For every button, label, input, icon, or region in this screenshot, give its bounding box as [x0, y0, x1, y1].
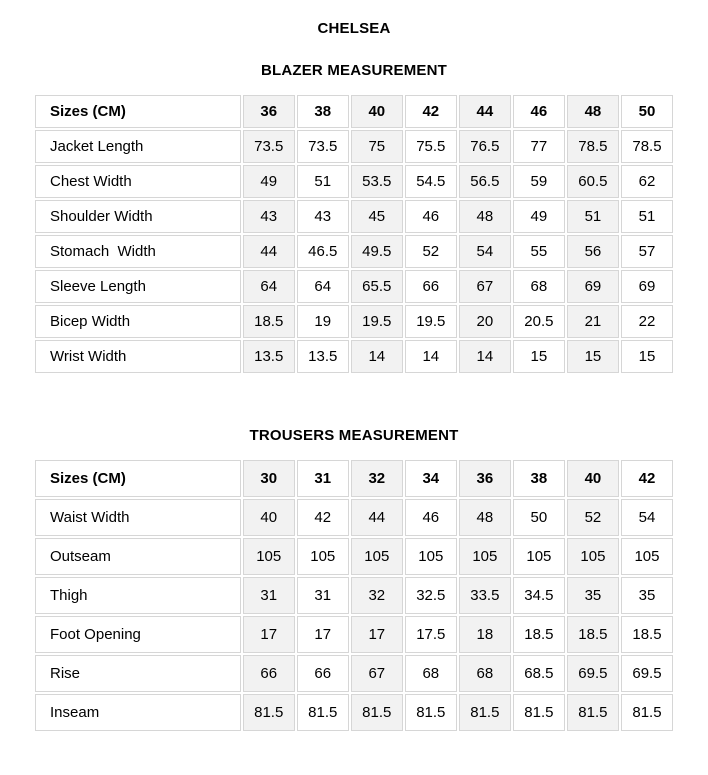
measurement-value-cell: 105 [297, 538, 349, 575]
blazer-measurement-section [33, 62, 675, 375]
measurement-value-cell: 69 [567, 270, 619, 303]
measurement-row [35, 305, 673, 338]
measurement-value-cell: 40 [243, 499, 295, 536]
measurement-row [35, 340, 673, 373]
size-column-header: 42 [405, 95, 457, 128]
measurement-row [35, 694, 673, 731]
measurement-row-label: Stomach Width [35, 235, 241, 268]
measurement-value-cell: 105 [621, 538, 673, 575]
measurement-value-cell: 33.5 [459, 577, 511, 614]
measurement-value-cell: 51 [621, 200, 673, 233]
measurement-value-cell: 81.5 [351, 694, 403, 731]
measurement-value-cell: 73.5 [243, 130, 295, 163]
measurement-row-label: Foot Opening [35, 616, 241, 653]
measurement-value-cell: 35 [567, 577, 619, 614]
measurement-value-cell: 18.5 [621, 616, 673, 653]
measurement-value-cell: 81.5 [621, 694, 673, 731]
measurement-value-cell: 46 [405, 499, 457, 536]
measurement-value-cell: 43 [243, 200, 295, 233]
measurement-value-cell: 54.5 [405, 165, 457, 198]
measurement-value-cell: 81.5 [459, 694, 511, 731]
size-column-header: 38 [297, 95, 349, 128]
measurement-value-cell: 67 [351, 655, 403, 692]
measurement-value-cell: 60.5 [567, 165, 619, 198]
blazer-section-title: BLAZER MEASUREMENT [260, 62, 448, 79]
measurement-value-cell: 78.5 [567, 130, 619, 163]
size-column-header: 42 [621, 460, 673, 497]
trousers-section-title: TROUSERS MEASUREMENT [249, 427, 459, 444]
blazer-measurement-table [33, 93, 675, 375]
measurement-value-cell: 81.5 [243, 694, 295, 731]
size-column-header: 36 [243, 95, 295, 128]
measurement-value-cell: 105 [567, 538, 619, 575]
measurement-value-cell: 73.5 [297, 130, 349, 163]
measurement-value-cell: 43 [297, 200, 349, 233]
size-column-header: 36 [459, 460, 511, 497]
measurement-row-label: Bicep Width [35, 305, 241, 338]
measurement-value-cell: 19 [297, 305, 349, 338]
measurement-value-cell: 49 [243, 165, 295, 198]
measurement-value-cell: 52 [405, 235, 457, 268]
size-column-header: 44 [459, 95, 511, 128]
measurement-value-cell: 42 [297, 499, 349, 536]
measurement-row-label: Inseam [35, 694, 241, 731]
measurement-row-label: Rise [35, 655, 241, 692]
measurement-value-cell: 76.5 [459, 130, 511, 163]
measurement-value-cell: 68 [459, 655, 511, 692]
measurement-value-cell: 66 [405, 270, 457, 303]
measurement-value-cell: 81.5 [297, 694, 349, 731]
measurement-value-cell: 17 [351, 616, 403, 653]
measurement-value-cell: 68 [405, 655, 457, 692]
measurement-value-cell: 54 [621, 499, 673, 536]
measurement-row [35, 130, 673, 163]
measurement-value-cell: 105 [513, 538, 565, 575]
measurement-value-cell: 105 [351, 538, 403, 575]
measurement-value-cell: 51 [297, 165, 349, 198]
measurement-value-cell: 19.5 [405, 305, 457, 338]
measurement-value-cell: 56 [567, 235, 619, 268]
measurement-value-cell: 48 [459, 200, 511, 233]
measurement-row-label: Sleeve Length [35, 270, 241, 303]
measurement-value-cell: 15 [567, 340, 619, 373]
size-column-header: 31 [297, 460, 349, 497]
measurement-value-cell: 48 [459, 499, 511, 536]
measurement-value-cell: 17.5 [405, 616, 457, 653]
measurement-value-cell: 54 [459, 235, 511, 268]
measurement-row [35, 165, 673, 198]
measurement-value-cell: 31 [243, 577, 295, 614]
measurement-value-cell: 55 [513, 235, 565, 268]
measurement-value-cell: 56.5 [459, 165, 511, 198]
measurement-value-cell: 64 [243, 270, 295, 303]
size-header-row [35, 460, 673, 497]
measurement-value-cell: 68 [513, 270, 565, 303]
size-column-header: 40 [351, 95, 403, 128]
measurement-value-cell: 20.5 [513, 305, 565, 338]
measurement-row-label: Jacket Length [35, 130, 241, 163]
measurement-value-cell: 69.5 [567, 655, 619, 692]
measurement-value-cell: 34.5 [513, 577, 565, 614]
measurement-value-cell: 81.5 [405, 694, 457, 731]
measurement-row-label: Outseam [35, 538, 241, 575]
measurement-value-cell: 14 [351, 340, 403, 373]
measurement-row-label: Waist Width [35, 499, 241, 536]
measurement-value-cell: 66 [243, 655, 295, 692]
measurement-value-cell: 17 [243, 616, 295, 653]
measurement-value-cell: 59 [513, 165, 565, 198]
measurement-value-cell: 20 [459, 305, 511, 338]
measurement-row [35, 616, 673, 653]
measurement-value-cell: 66 [297, 655, 349, 692]
size-header-row [35, 95, 673, 128]
measurement-value-cell: 18.5 [567, 616, 619, 653]
measurement-value-cell: 81.5 [567, 694, 619, 731]
size-column-header: 30 [243, 460, 295, 497]
measurement-value-cell: 105 [405, 538, 457, 575]
measurement-row [35, 200, 673, 233]
size-column-header: 34 [405, 460, 457, 497]
measurement-value-cell: 45 [351, 200, 403, 233]
measurement-row [35, 538, 673, 575]
measurement-value-cell: 18.5 [513, 616, 565, 653]
measurement-value-cell: 64 [297, 270, 349, 303]
measurement-value-cell: 14 [405, 340, 457, 373]
trousers-measurement-table [33, 458, 675, 733]
measurement-value-cell: 50 [513, 499, 565, 536]
measurement-value-cell: 51 [567, 200, 619, 233]
page-title: CHELSEA [317, 20, 391, 37]
measurement-value-cell: 77 [513, 130, 565, 163]
measurement-value-cell: 78.5 [621, 130, 673, 163]
measurement-row-label: Wrist Width [35, 340, 241, 373]
measurement-value-cell: 18.5 [243, 305, 295, 338]
measurement-value-cell: 75.5 [405, 130, 457, 163]
trousers-measurement-section [33, 427, 675, 733]
measurement-value-cell: 52 [567, 499, 619, 536]
measurement-value-cell: 15 [621, 340, 673, 373]
measurement-value-cell: 15 [513, 340, 565, 373]
measurement-row [35, 577, 673, 614]
measurement-row-label: Thigh [35, 577, 241, 614]
size-column-header: 40 [567, 460, 619, 497]
measurement-value-cell: 31 [297, 577, 349, 614]
measurement-value-cell: 13.5 [297, 340, 349, 373]
size-column-header: 50 [621, 95, 673, 128]
measurement-value-cell: 44 [243, 235, 295, 268]
size-column-header: 46 [513, 95, 565, 128]
size-column-header: 38 [513, 460, 565, 497]
measurement-value-cell: 75 [351, 130, 403, 163]
measurement-value-cell: 18 [459, 616, 511, 653]
measurement-row [35, 499, 673, 536]
measurement-value-cell: 49 [513, 200, 565, 233]
measurement-row [35, 235, 673, 268]
measurement-value-cell: 17 [297, 616, 349, 653]
measurement-value-cell: 67 [459, 270, 511, 303]
measurement-value-cell: 32 [351, 577, 403, 614]
measurement-value-cell: 57 [621, 235, 673, 268]
measurement-value-cell: 53.5 [351, 165, 403, 198]
measurement-value-cell: 35 [621, 577, 673, 614]
measurement-value-cell: 69 [621, 270, 673, 303]
measurement-value-cell: 32.5 [405, 577, 457, 614]
size-column-header: 32 [351, 460, 403, 497]
measurement-value-cell: 49.5 [351, 235, 403, 268]
measurement-value-cell: 44 [351, 499, 403, 536]
measurement-value-cell: 69.5 [621, 655, 673, 692]
measurement-value-cell: 14 [459, 340, 511, 373]
measurement-row-label: Shoulder Width [35, 200, 241, 233]
size-column-header: 48 [567, 95, 619, 128]
measurement-value-cell: 46 [405, 200, 457, 233]
sizes-header-label: Sizes (CM) [35, 460, 241, 497]
measurement-value-cell: 65.5 [351, 270, 403, 303]
sizes-header-label: Sizes (CM) [35, 95, 241, 128]
measurement-value-cell: 62 [621, 165, 673, 198]
measurement-row [35, 270, 673, 303]
measurement-value-cell: 46.5 [297, 235, 349, 268]
measurement-value-cell: 22 [621, 305, 673, 338]
measurement-value-cell: 68.5 [513, 655, 565, 692]
measurement-value-cell: 81.5 [513, 694, 565, 731]
measurement-value-cell: 21 [567, 305, 619, 338]
measurement-row-label: Chest Width [35, 165, 241, 198]
measurement-value-cell: 105 [243, 538, 295, 575]
measurement-value-cell: 105 [459, 538, 511, 575]
measurement-row [35, 655, 673, 692]
measurement-value-cell: 13.5 [243, 340, 295, 373]
measurement-value-cell: 19.5 [351, 305, 403, 338]
